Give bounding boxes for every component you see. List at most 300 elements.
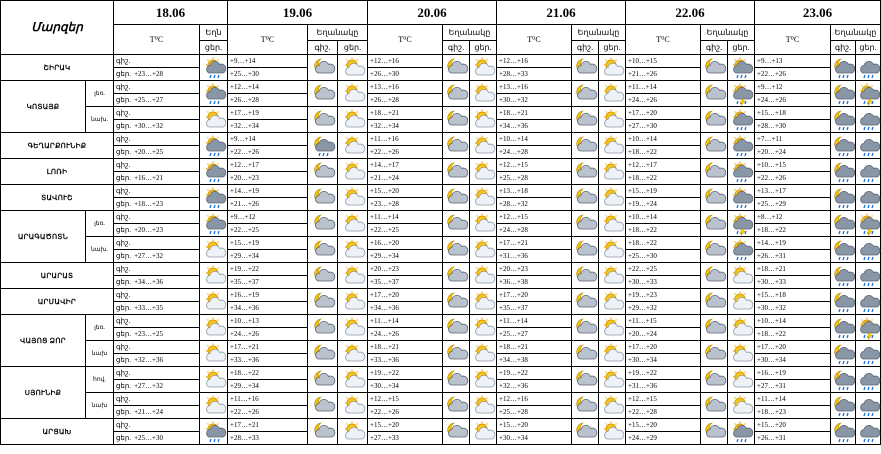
region-name: ԳԵՂԱՐՔՈՒՆԻՔ [1,133,114,159]
night-icon-moon-cloud [308,263,338,289]
day-label: ցեր. +34…+36 [114,276,200,289]
night-icon-moon-rain [831,55,856,81]
temp-header: T⁰C [114,25,200,55]
day-icon-sun-cloud [599,367,626,393]
night-icon-moon-cloud [572,341,599,367]
day-icon-sun-cloud [599,211,626,237]
day-icon-sun-cloud [470,367,497,393]
date-header: 18.06 [114,1,228,25]
night-icon-moon-cloud [443,81,470,107]
day-temp: +24…+26 [368,328,443,341]
first-day-temp: +20…+23 [134,226,163,234]
night-icon-moon-rain [831,367,856,393]
night-temp: +22…+25 [626,263,701,276]
night-temp: +18…+22 [626,237,701,250]
first-day-temp: +21…+24 [134,408,163,416]
day-label: ցեր. +25…+30 [114,432,200,445]
night-temp: +17…+21 [228,341,308,354]
temp-header: T⁰C [755,25,831,55]
night-temp: +13…+16 [497,81,572,94]
night-subheader: գիշ. [443,41,470,55]
night-temp: +8…+12 [755,211,831,224]
night-temp: +18…+21 [497,107,572,120]
day-icon-sun-cloud [470,393,497,419]
night-icon-moon-cloud [701,55,728,81]
night-icon-moon-cloud [308,55,338,81]
subregion-label: հով. [86,367,114,393]
night-temp: +18…+21 [755,263,831,276]
day-icon-sun-cloud [728,341,755,367]
first-day-temp: +33…+35 [134,304,163,312]
region-name: ՍՅՈՒՆԻՔ [1,367,86,419]
day-label: ցեր. +27…+32 [114,250,200,263]
day-temp: +22…+26 [368,146,443,159]
night-icon-moon-rain [831,107,856,133]
night-icon-moon-cloud [701,315,728,341]
day-label: ցեր. +32…+36 [114,354,200,367]
day-icon-rain [856,419,881,445]
night-icon-moon-cloud [308,211,338,237]
day-label: ցեր. +25…+27 [114,94,200,107]
night-icon-moon-rain [831,341,856,367]
day-temp: +28…+32 [497,198,572,211]
night-icon-moon-cloud [572,393,599,419]
weather-icon-sun-cloud [200,237,228,263]
subregion-label: լեռ. [86,211,114,237]
day-temp: +24…+28 [497,146,572,159]
first-day-temp: +20…+25 [134,148,163,156]
weather-header: Եղն [200,25,228,41]
day-temp: +26…+28 [228,94,308,107]
region-name: ՎԱՅՈՑ ՁՈՐ [1,315,86,367]
night-icon-moon-cloud [308,159,338,185]
night-subheader: գիշ. [701,41,728,55]
night-icon-moon-cloud [701,289,728,315]
night-icon-moon-cloud [308,185,338,211]
day-icon-sun-cloud [599,133,626,159]
night-temp: +19…+22 [228,263,308,276]
day-icon-sun-rain [728,159,755,185]
weather-icon-sun-rain [200,55,228,81]
day-temp: +27…+33 [368,432,443,445]
night-temp: +14…+17 [368,159,443,172]
night-icon-moon-cloud [701,81,728,107]
day-temp: +31…+36 [497,250,572,263]
day-temp: +33…+36 [368,354,443,367]
night-icon-moon-cloud [701,393,728,419]
date-header: 20.06 [368,1,497,25]
subregion-label: լեռ. [86,315,114,341]
night-label: գիշ. [114,237,200,250]
day-icon-rain [856,289,881,315]
day-icon-rain [856,263,881,289]
day-temp: +28…+30 [755,120,831,133]
night-icon-moon-cloud [701,419,728,445]
day-temp: +28…+33 [228,432,308,445]
day-temp: +30…+33 [755,276,831,289]
night-temp: +12…+15 [626,393,701,406]
first-day-temp: +32…+36 [134,356,163,364]
night-temp: +11…+16 [368,133,443,146]
night-icon-moon-cloud [308,341,338,367]
night-icon-moon-rain [831,185,856,211]
day-temp: +18…+22 [755,328,831,341]
day-temp: +35…+37 [228,276,308,289]
night-label: գիշ. [114,315,200,328]
day-icon-sun-cloud [470,159,497,185]
night-label: գիշ. [114,289,200,302]
night-temp: +12…+16 [497,55,572,68]
night-temp: +18…+21 [368,341,443,354]
day-icon-storm [856,81,881,107]
day-temp: +22…+25 [368,224,443,237]
day-icon-sun-cloud [470,419,497,445]
day-temp: +30…+34 [626,354,701,367]
day-icon-sun-cloud [470,81,497,107]
weather-icon-sun-rain [200,133,228,159]
night-temp: +13…+18 [497,185,572,198]
first-day-temp: +16…+21 [134,174,163,182]
day-icon-sun-cloud [599,81,626,107]
night-icon-moon-cloud [701,185,728,211]
night-icon-moon-cloud [701,107,728,133]
night-icon-moon-rain [831,419,856,445]
night-temp: +18…+21 [368,107,443,120]
day-icon-sun-cloud [599,419,626,445]
night-temp: +11…+14 [755,393,831,406]
day-temp: +32…+34 [368,120,443,133]
night-label: գիշ. [114,211,200,224]
day-label: ցեր. +21…+24 [114,406,200,419]
first-day-temp: +25…+30 [134,434,163,442]
day-temp: +19…+24 [626,198,701,211]
weather-header: Եղանակը [572,25,626,41]
night-temp: +19…+22 [626,367,701,380]
night-icon-moon-rain [831,133,856,159]
first-day-temp: +30…+32 [134,122,163,130]
day-icon-rain [856,55,881,81]
weather-icon-sun-cloud [200,393,228,419]
night-temp: +17…+20 [368,289,443,302]
day-temp: +28…+33 [497,68,572,81]
day-icon-sun-cloud [599,159,626,185]
night-temp: +19…+23 [626,289,701,302]
day-icon-sun-cloud [470,185,497,211]
night-temp: +9…+12 [755,81,831,94]
night-temp: +13…+17 [755,185,831,198]
day-temp: +32…+34 [228,120,308,133]
day-icon-storm [856,211,881,237]
first-day-temp: +23…+28 [134,70,163,78]
day-icon-sun-cloud [338,341,368,367]
day-icon-rain [856,185,881,211]
day-icon-sun-rain [728,107,755,133]
weather-icon-sun-cloud [200,289,228,315]
day-icon-sun-cloud [338,263,368,289]
day-temp: +29…+34 [228,250,308,263]
day-icon-sun-cloud [338,133,368,159]
night-icon-moon-cloud [572,211,599,237]
weather-icon-sun-rain [200,419,228,445]
day-temp: +25…+28 [497,406,572,419]
night-label: գիշ. [114,133,200,146]
day-icon-sun-cloud [470,341,497,367]
weather-header: Եղանակը [831,25,881,41]
day-icon-sun-cloud [599,263,626,289]
night-temp: +9…+13 [755,55,831,68]
night-temp: +7…+11 [755,133,831,146]
first-day-temp: +18…+23 [134,200,163,208]
day-temp: +21…+26 [228,198,308,211]
subregion-label: լեռ. [86,81,114,107]
day-temp: +26…+28 [368,94,443,107]
night-icon-moon-cloud [572,289,599,315]
first-day-temp: +25…+27 [134,96,163,104]
day-temp: +25…+27 [497,328,572,341]
night-label: գիշ. [114,341,200,354]
day-icon-sun-rain [728,185,755,211]
day-temp: +30…+34 [755,354,831,367]
night-temp: +9…+14 [228,55,308,68]
day-icon-storm [856,315,881,341]
day-temp: +36…+38 [497,276,572,289]
night-icon-moon-cloud [572,159,599,185]
night-icon-moon-cloud [572,315,599,341]
day-temp: +29…+34 [368,250,443,263]
day-icon-sun-cloud [470,289,497,315]
day-icon-sun-cloud [728,367,755,393]
night-label: գիշ. [114,81,200,94]
day-icon-sun-cloud [338,289,368,315]
night-temp: +19…+22 [497,367,572,380]
night-temp: +12…+15 [368,393,443,406]
day-temp: +24…+26 [755,94,831,107]
day-temp: +22…+26 [228,406,308,419]
night-icon-moon-cloud [443,393,470,419]
day-icon-sun-cloud [338,159,368,185]
day-temp: +21…+24 [368,172,443,185]
night-icon-moon-cloud [443,159,470,185]
night-icon-moon-cloud [443,289,470,315]
night-temp: +9…+14 [228,133,308,146]
day-temp: +27…+31 [755,380,831,393]
day-temp: +22…+26 [755,172,831,185]
day-icon-sun-cloud [338,185,368,211]
night-temp: +17…+20 [755,341,831,354]
night-icon-moon-cloud [572,81,599,107]
weather-icon-sun-rain [200,211,228,237]
day-label: ցեր. +30…+32 [114,120,200,133]
night-icon-moon-cloud [701,367,728,393]
day-icon-sun-cloud [728,393,755,419]
subregion-label: նախ [86,393,114,419]
day-temp: +34…+36 [368,302,443,315]
weather-icon-sun-rain [200,185,228,211]
night-temp: +17…+20 [626,107,701,120]
temp-header: T⁰C [228,25,308,55]
day-temp: +26…+30 [368,68,443,81]
day-icon-storm [728,211,755,237]
night-temp: +10…+13 [228,315,308,328]
day-icon-sun-cloud [470,237,497,263]
night-icon-moon-cloud [308,367,338,393]
day-temp: +18…+22 [626,224,701,237]
night-icon-moon-cloud [701,133,728,159]
day-temp: +25…+28 [497,172,572,185]
day-temp: +29…+32 [626,302,701,315]
day-temp: +26…+31 [755,250,831,263]
day-temp: +20…+24 [626,328,701,341]
night-temp: +10…+15 [755,159,831,172]
night-icon-moon-cloud [443,315,470,341]
day-icon-sun-cloud [470,55,497,81]
first-day-temp: +27…+32 [134,252,163,260]
night-temp: +14…+19 [755,237,831,250]
day-temp: +25…+29 [755,198,831,211]
day-temp: +25…+30 [228,68,308,81]
day-temp: +27…+30 [626,120,701,133]
day-temp: +29…+34 [228,380,308,393]
day-temp: +24…+26 [626,94,701,107]
day-temp: +35…+37 [368,276,443,289]
night-icon-moon-rain [831,315,856,341]
day-temp: +22…+25 [228,224,308,237]
day-icon-sun-rain [728,237,755,263]
night-icon-moon-cloud [701,211,728,237]
night-label: գիշ. [114,55,200,68]
day-temp: +32…+36 [497,380,572,393]
night-icon-moon-rain [831,81,856,107]
night-temp: +12…+17 [626,159,701,172]
day-icon-rain [856,367,881,393]
day-label: ցեր. +27…+32 [114,380,200,393]
night-temp: +10…+14 [755,315,831,328]
day-temp: +18…+23 [755,406,831,419]
region-name: ՏԱՎՈՒՇ [1,185,114,211]
day-temp: +21…+26 [626,68,701,81]
night-temp: +12…+15 [497,159,572,172]
day-temp: +31…+36 [626,380,701,393]
night-icon-moon-cloud [308,237,338,263]
night-temp: +11…+16 [228,393,308,406]
day-temp: +30…+32 [497,94,572,107]
first-day-temp: +27…+32 [134,382,163,390]
night-icon-moon-cloud [701,159,728,185]
weather-header: Եղանակը [308,25,368,41]
day-temp: +26…+31 [755,432,831,445]
day-label: ցեր. +16…+21 [114,172,200,185]
night-icon-moon-cloud [443,185,470,211]
day-temp: +22…+28 [626,406,701,419]
day-temp: +34…+36 [497,120,572,133]
night-temp: +10…+14 [497,133,572,146]
day-icon-sun-cloud [599,341,626,367]
night-icon-moon-cloud [701,237,728,263]
first-day-temp: +23…+25 [134,330,163,338]
day-icon-rain [856,107,881,133]
night-icon-moon-cloud [572,185,599,211]
day-icon-storm [728,81,755,107]
night-icon-moon-cloud [701,341,728,367]
day-temp: +30…+33 [626,276,701,289]
temp-header: T⁰C [497,25,572,55]
night-icon-moon-cloud [443,263,470,289]
day-icon-sun-cloud [470,211,497,237]
night-temp: +15…+20 [368,185,443,198]
night-temp: +12…+16 [368,55,443,68]
night-temp: +9…+12 [228,211,308,224]
day-icon-rain [856,237,881,263]
night-temp: +13…+16 [368,81,443,94]
subregion-label: նախ [86,341,114,367]
region-name: ԱՐԱԳԱԾՈՏՆ [1,211,86,263]
night-temp: +17…+20 [626,341,701,354]
day-label: ցեր. +33…+35 [114,302,200,315]
night-label: գիշ. [114,159,200,172]
night-temp: +11…+14 [497,315,572,328]
weather-icon-sun-cloud [200,107,228,133]
night-icon-moon-cloud [572,237,599,263]
day-temp: +18…+22 [626,146,701,159]
day-icon-sun-cloud [599,185,626,211]
day-icon-sun-rain [728,133,755,159]
night-icon-moon-cloud [701,263,728,289]
day-temp: +34…+36 [228,302,308,315]
day-icon-sun-rain [728,419,755,445]
night-temp: +15…+18 [755,289,831,302]
day-icon-sun-cloud [338,315,368,341]
night-icon-moon-cloud [443,367,470,393]
day-icon-sun-rain [728,55,755,81]
night-icon-moon-cloud [443,211,470,237]
night-temp: +12…+17 [228,159,308,172]
region-name: ՇԻՐԱԿ [1,55,114,81]
day-temp: +33…+36 [228,354,308,367]
night-icon-moon-cloud [308,393,338,419]
day-temp: +22…+26 [228,146,308,159]
day-temp: +18…+22 [626,172,701,185]
night-subheader: գիշ. [831,41,856,55]
night-temp: +10…+14 [626,133,701,146]
weather-icon-sun-rain [200,81,228,107]
day-icon-sun-cloud [599,107,626,133]
night-temp: +15…+19 [626,185,701,198]
date-header: 21.06 [497,1,626,25]
night-temp: +20…+23 [368,263,443,276]
night-temp: +16…+19 [755,367,831,380]
day-temp: +24…+26 [228,328,308,341]
night-icon-moon-rain [831,263,856,289]
day-temp: +20…+23 [228,172,308,185]
day-icon-sun-cloud [599,289,626,315]
night-temp: +17…+21 [228,419,308,432]
day-icon-sun-cloud [338,211,368,237]
date-header: 23.06 [755,1,881,25]
day-subheader: ցեր. [599,41,626,55]
night-temp: +16…+19 [228,289,308,302]
day-temp: +30…+32 [755,302,831,315]
day-icon-sun-cloud [338,55,368,81]
night-temp: +12…+15 [497,211,572,224]
night-label: գիշ. [114,393,200,406]
night-temp: +16…+20 [368,237,443,250]
day-icon-sun-cloud [728,289,755,315]
day-icon-sun-cloud [338,367,368,393]
night-icon-moon-rain [831,237,856,263]
day-icon-rain [856,341,881,367]
day-temp: +24…+29 [626,432,701,445]
day-temp: +34…+38 [497,354,572,367]
